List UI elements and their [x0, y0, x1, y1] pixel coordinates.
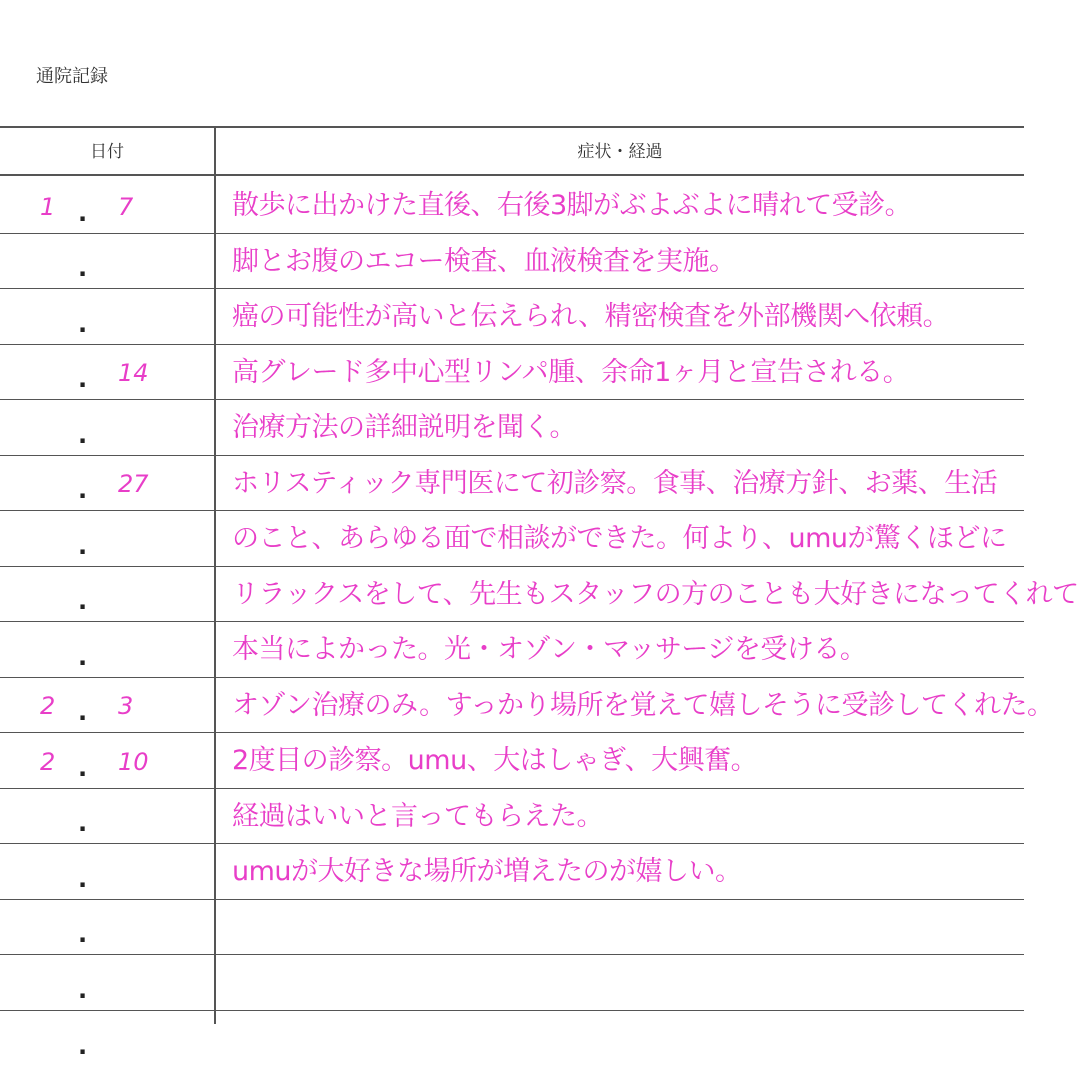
- day-value: 3: [118, 692, 133, 720]
- date-cell: [0, 955, 214, 1010]
- table-row: [0, 289, 1024, 345]
- note-cell: 本当によかった。光・オゾン・マッサージを受ける。: [232, 622, 1024, 677]
- note-cell: 散歩に出かけた直後、右後3脚がぶよぶよに晴れて受診。: [232, 178, 1024, 233]
- table-row: [0, 733, 1024, 789]
- notes-column-header: 症状・経過: [216, 128, 1024, 176]
- table-row: [0, 622, 1024, 678]
- note-cell: 高グレード多中心型リンパ腫、余命1ヶ月と宣告される。: [232, 345, 1024, 400]
- note-cell: [232, 955, 1024, 1010]
- date-cell: [0, 511, 214, 566]
- visit-record-table: [0, 126, 1024, 1024]
- table-row: [0, 844, 1024, 900]
- date-cell: [0, 234, 214, 289]
- date-separator: .: [78, 1032, 87, 1060]
- date-cell: [0, 456, 214, 511]
- table-row: [0, 1011, 1024, 1066]
- month-value: 2: [40, 748, 55, 776]
- date-cell: [0, 622, 214, 677]
- date-separator: .: [78, 754, 87, 782]
- table-row: [0, 900, 1024, 956]
- date-separator: .: [78, 587, 87, 615]
- note-cell: オゾン治療のみ。すっかり場所を覚えて嬉しそうに受診してくれた。: [232, 678, 1024, 733]
- table-header-row: [0, 128, 1024, 176]
- month-value: 2: [40, 692, 55, 720]
- note-cell: 経過はいいと言ってもらえた。: [232, 789, 1024, 844]
- table-body: [0, 178, 1024, 1066]
- date-separator: .: [78, 310, 87, 338]
- table-row: [0, 400, 1024, 456]
- day-value: 14: [118, 359, 149, 387]
- day-value: 27: [118, 470, 149, 498]
- table-row: [0, 456, 1024, 512]
- note-cell: 癌の可能性が高いと伝えられ、精密検査を外部機関へ依頼。: [232, 289, 1024, 344]
- date-separator: .: [78, 199, 87, 227]
- note-cell: リラックスをして、先生もスタッフの方のことも大好きになってくれて: [232, 567, 1024, 622]
- note-cell: [232, 900, 1024, 955]
- date-separator: .: [78, 365, 87, 393]
- date-cell: [0, 400, 214, 455]
- date-cell: [0, 678, 214, 733]
- date-separator: .: [78, 643, 87, 671]
- date-separator: .: [78, 476, 87, 504]
- date-separator: .: [78, 698, 87, 726]
- note-cell: [232, 1011, 1024, 1066]
- date-cell: [0, 567, 214, 622]
- date-cell: [0, 900, 214, 955]
- month-value: 1: [40, 193, 55, 221]
- date-cell: [0, 289, 214, 344]
- date-cell: [0, 789, 214, 844]
- table-row: [0, 234, 1024, 290]
- date-separator: .: [78, 865, 87, 893]
- date-cell: [0, 844, 214, 899]
- date-cell: [0, 345, 214, 400]
- date-column-header: 日付: [0, 128, 214, 176]
- page-title: 通院記録: [36, 62, 108, 88]
- date-cell: [0, 733, 214, 788]
- note-cell: 脚とお腹のエコー検査、血液検査を実施。: [232, 234, 1024, 289]
- table-row: [0, 789, 1024, 845]
- note-cell: 治療方法の詳細説明を聞く。: [232, 400, 1024, 455]
- date-separator: .: [78, 532, 87, 560]
- day-value: 7: [118, 193, 133, 221]
- date-separator: .: [78, 920, 87, 948]
- note-cell: のこと、あらゆる面で相談ができた。何より、umuが驚くほどに: [232, 511, 1024, 566]
- table-row: [0, 955, 1024, 1011]
- date-separator: .: [78, 254, 87, 282]
- table-row: [0, 345, 1024, 401]
- note-cell: umuが大好きな場所が増えたのが嬉しい。: [232, 844, 1024, 899]
- table-row: [0, 511, 1024, 567]
- date-separator: .: [78, 976, 87, 1004]
- table-row: [0, 567, 1024, 623]
- day-value: 10: [118, 748, 149, 776]
- table-row: [0, 178, 1024, 234]
- date-cell: [0, 178, 214, 233]
- header-bottom-border: [0, 174, 1024, 176]
- table-row: [0, 678, 1024, 734]
- note-cell: ホリスティック専門医にて初診察。食事、治療方針、お薬、生活: [232, 456, 1024, 511]
- date-cell: [0, 1011, 214, 1066]
- date-separator: .: [78, 421, 87, 449]
- date-separator: .: [78, 809, 87, 837]
- note-cell: 2度目の診察。umu、大はしゃぎ、大興奮。: [232, 733, 1024, 788]
